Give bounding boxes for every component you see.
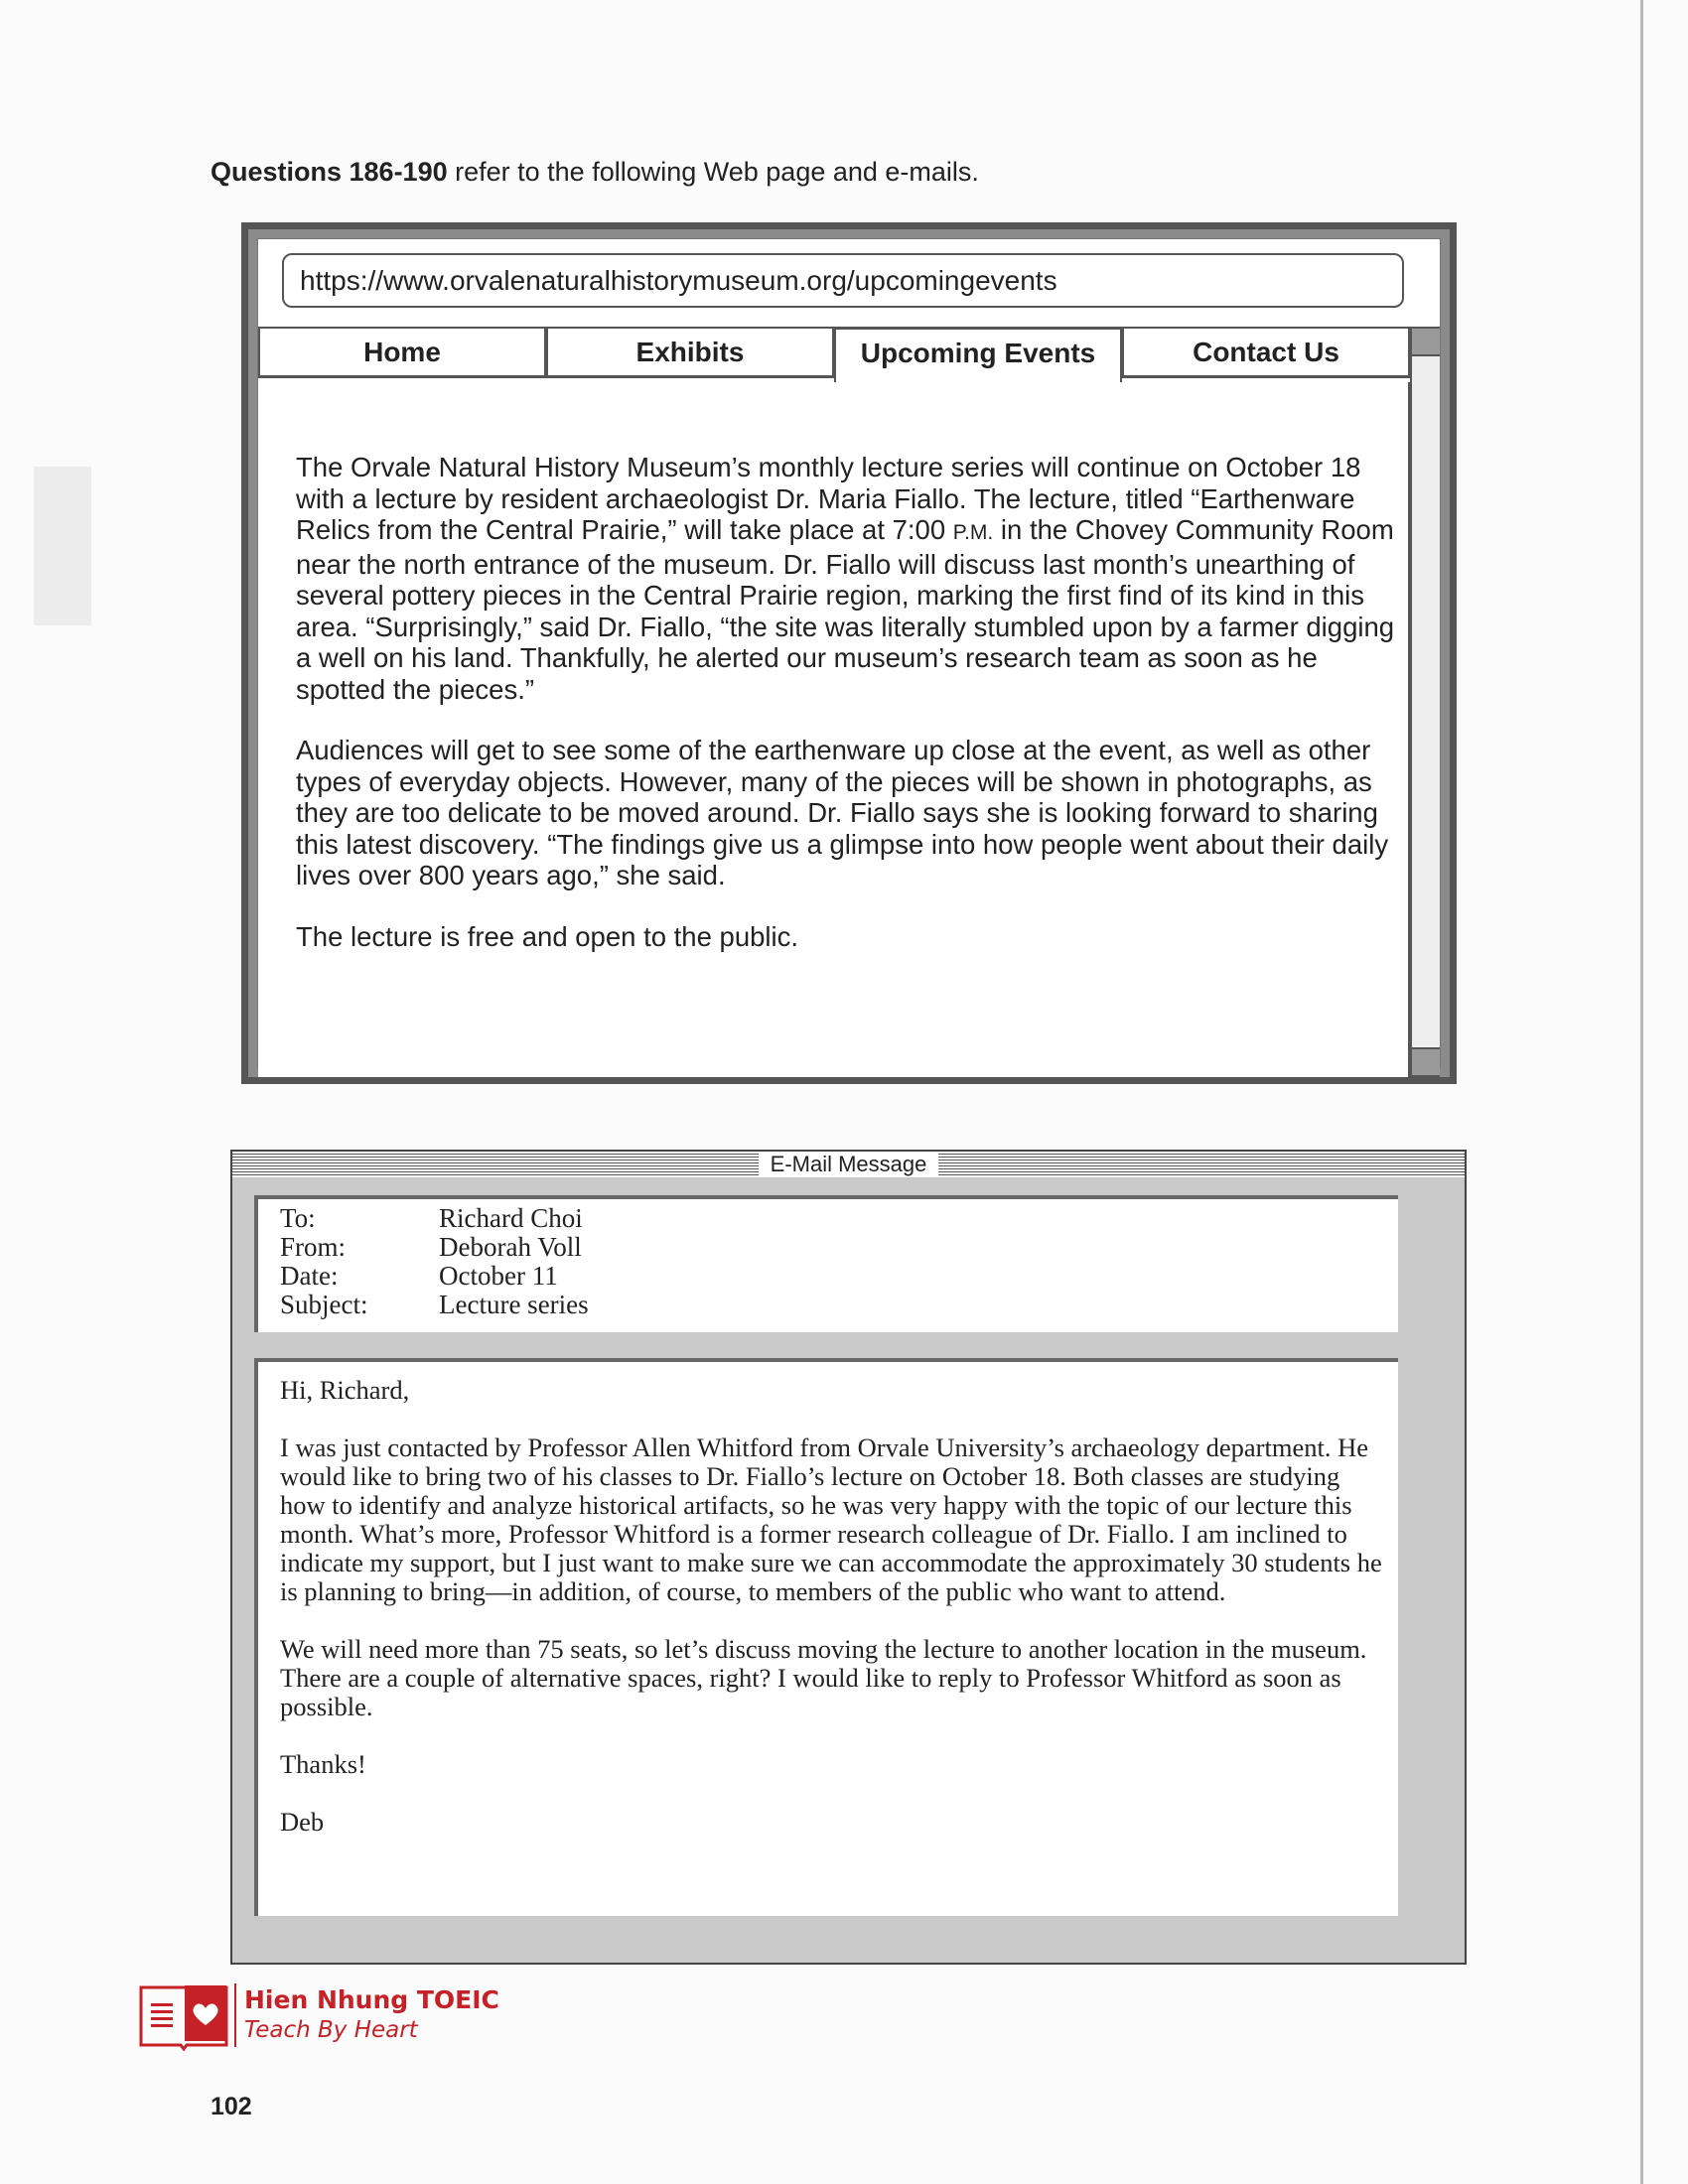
tab-exhibits[interactable]: Exhibits (546, 327, 834, 378)
logo-separator (234, 1983, 236, 2047)
web-page-window (241, 222, 1457, 1084)
email-signature: Deb (280, 1807, 325, 1837)
email-greeting: Hi, Richard, (280, 1375, 410, 1405)
page-number: 102 (211, 2093, 252, 2120)
scroll-down-arrow[interactable] (1412, 1047, 1440, 1077)
email-window-title: E-Mail Message (759, 1152, 939, 1177)
web-paragraph-1-part-b: in the Chovey Community Room near the north entrance of the museum. Dr. Fiallo will discuss last month’s unearthing of several pottery pieces in the Central Prairie region, marking the first find of its kind in this area. “Surprisingly,” said Dr. Fiallo, “the site was literally stumbled upon by a farmer digging a well on his land. Thankfully, he alerted our museum’s research team as soon as he spotted the pieces.” (296, 514, 1395, 705)
email-subject-value: Lecture series (439, 1290, 589, 1319)
web-nav (258, 327, 1410, 382)
email-header (254, 1195, 1398, 1332)
brand-logo (137, 1979, 594, 2051)
url-bar[interactable]: https://www.orvalenaturalhistorymuseum.org/upcomingevents (282, 253, 1404, 308)
tab-contact-us[interactable]: Contact Us (1122, 327, 1410, 378)
scan-bleed (34, 467, 91, 625)
page-edge-shadow (1640, 0, 1643, 2184)
email-titlebar (232, 1152, 1465, 1177)
time-pm: P.M. (952, 521, 994, 544)
book-heart-icon (137, 1979, 230, 2051)
email-to-label: To: (280, 1203, 316, 1233)
email-closing: Thanks! (280, 1749, 366, 1779)
email-window (230, 1150, 1467, 1965)
web-page-inner (257, 238, 1441, 1068)
logo-name: Hien Nhung TOEIC (244, 1985, 499, 2014)
scrollbar[interactable] (1410, 327, 1440, 1077)
scroll-up-arrow[interactable] (1412, 327, 1440, 356)
question-intro: refer to the following Web page and e-mails. (447, 157, 979, 187)
web-content (258, 382, 1410, 1077)
tab-upcoming-events[interactable]: Upcoming Events (834, 327, 1122, 384)
web-paragraph-1-part-a: The Orvale Natural History Museum’s monthly lecture series will continue on October 18 with a lecture by resident archaeologist Dr. Maria Fiallo. The lecture, titled “Earthenware Relics from the Central Prairie,” will take place at 7:00 (296, 452, 1361, 545)
question-number: Questions 186-190 (211, 157, 448, 187)
question-header (211, 157, 979, 188)
email-from-value: Deborah Voll (439, 1232, 582, 1262)
email-text (280, 1376, 1382, 1865)
email-to-value: Richard Choi (439, 1203, 583, 1233)
web-paragraph-1 (296, 452, 1400, 705)
email-date-value: October 11 (439, 1261, 558, 1291)
email-body (254, 1358, 1398, 1916)
email-from-label: From: (280, 1232, 347, 1262)
email-paragraph-2: We will need more than 75 seats, so let’s discuss moving the lecture to another location in the museum. There are a couple of alternative spaces, right? I would like to reply to Professor Whitford as soon as possible. (280, 1634, 1367, 1721)
email-paragraph-1: I was just contacted by Professor Allen Whitford from Orvale University’s archaeology department. He would like to bring two of his classes to Dr. Fiallo’s lecture on October 18. Both classes are studying how to identify and analyze historical artifacts, so he was very happy with the topic of our lecture this month. What’s more, Professor Whitford is a former research colleague of Dr. Fiallo. I am inclined to indicate my support, but I just want to make sure we can accommodate the approximately 30 students he is planning to bring—in addition, of course, to members of the public who want to attend. (280, 1433, 1382, 1606)
logo-tagline: Teach By Heart (244, 2017, 418, 2043)
web-paragraph-2: Audiences will get to see some of the earthenware up close at the event, as well as other types of everyday objects. However, many of the pieces will be shown in photographs, as they are too delicate to be moved around. Dr. Fiallo says she is looking forward to sharing this latest discovery. “The findings give us a glimpse into how people went about their daily lives over 800 years ago,” she said. (296, 735, 1389, 890)
email-date-label: Date: (280, 1261, 339, 1291)
email-subject-label: Subject: (280, 1290, 368, 1319)
web-paragraph-3: The lecture is free and open to the public. (296, 920, 799, 952)
tab-home[interactable]: Home (258, 327, 546, 378)
web-article (296, 452, 1400, 982)
